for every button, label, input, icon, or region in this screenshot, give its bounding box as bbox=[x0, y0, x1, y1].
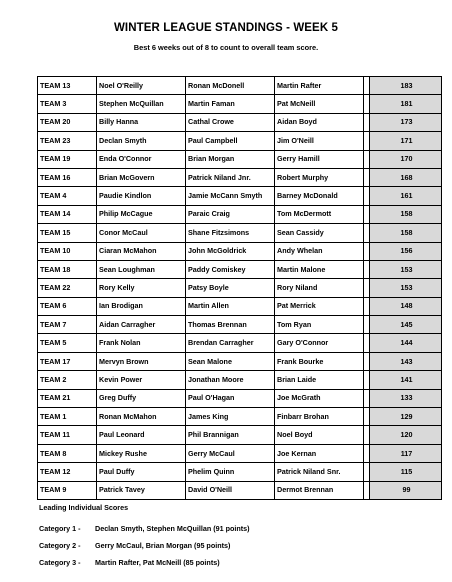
team-cell: TEAM 12 bbox=[38, 463, 97, 481]
category-text: Martin Rafter, Pat McNeill (85 points) bbox=[95, 558, 220, 567]
player-1-cell: Philip McCague bbox=[97, 205, 186, 223]
score-cell: 99 bbox=[370, 481, 442, 499]
player-2-cell: Phelim Quinn bbox=[186, 463, 275, 481]
player-2-cell: David O'Neill bbox=[186, 481, 275, 499]
score-cell: 129 bbox=[370, 408, 442, 426]
player-3-cell: Andy Whelan bbox=[275, 242, 364, 260]
score-cell: 120 bbox=[370, 426, 442, 444]
team-cell: TEAM 15 bbox=[38, 224, 97, 242]
player-1-cell: Rory Kelly bbox=[97, 279, 186, 297]
page-subtitle: Best 6 weeks out of 8 to count to overall team score. bbox=[133, 43, 319, 52]
table-row bbox=[38, 481, 442, 499]
team-cell: TEAM 14 bbox=[38, 205, 97, 223]
team-cell: TEAM 17 bbox=[38, 352, 97, 370]
player-1-cell: Aidan Carragher bbox=[97, 316, 186, 334]
player-2-cell: James King bbox=[186, 408, 275, 426]
player-1-cell: Mickey Rushe bbox=[97, 444, 186, 462]
player-1-cell: Conor McCaul bbox=[97, 224, 186, 242]
score-cell: 115 bbox=[370, 463, 442, 481]
player-1-cell: Ciaran McMahon bbox=[97, 242, 186, 260]
player-3-cell: Patrick Niland Snr. bbox=[275, 463, 364, 481]
player-3-cell: Pat McNeill bbox=[275, 95, 364, 113]
team-cell: TEAM 5 bbox=[38, 334, 97, 352]
player-2-cell: Paul O'Hagan bbox=[186, 389, 275, 407]
player-2-cell: Paraic Craig bbox=[186, 205, 275, 223]
player-2-cell: Phil Brannigan bbox=[186, 426, 275, 444]
team-cell: TEAM 19 bbox=[38, 150, 97, 168]
player-1-cell: Frank Nolan bbox=[97, 334, 186, 352]
team-cell: TEAM 3 bbox=[38, 95, 97, 113]
table-row bbox=[38, 408, 442, 426]
table-row bbox=[38, 426, 442, 444]
score-cell: 181 bbox=[370, 95, 442, 113]
player-2-cell: Brian Morgan bbox=[186, 150, 275, 168]
player-3-cell: Gerry Hamill bbox=[275, 150, 364, 168]
player-2-cell: Martin Allen bbox=[186, 297, 275, 315]
category-2-row bbox=[39, 541, 230, 550]
score-cell: 158 bbox=[370, 224, 442, 242]
player-2-cell: Ronan McDonell bbox=[186, 77, 275, 95]
player-2-cell: Shane Fitzsimons bbox=[186, 224, 275, 242]
player-3-cell: Gary O'Connor bbox=[275, 334, 364, 352]
score-cell: 153 bbox=[370, 260, 442, 278]
player-3-cell: Finbarr Brohan bbox=[275, 408, 364, 426]
score-cell: 158 bbox=[370, 205, 442, 223]
player-3-cell: Barney McDonald bbox=[275, 187, 364, 205]
player-1-cell: Mervyn Brown bbox=[97, 352, 186, 370]
player-1-cell: Enda O'Connor bbox=[97, 150, 186, 168]
score-cell: 148 bbox=[370, 297, 442, 315]
player-1-cell: Billy Hanna bbox=[97, 113, 186, 131]
score-cell: 141 bbox=[370, 371, 442, 389]
team-cell: TEAM 4 bbox=[38, 187, 97, 205]
player-2-cell: Jamie McCann Smyth bbox=[186, 187, 275, 205]
score-cell: 161 bbox=[370, 187, 442, 205]
player-1-cell: Ronan McMahon bbox=[97, 408, 186, 426]
score-cell: 170 bbox=[370, 150, 442, 168]
player-2-cell: Patsy Boyle bbox=[186, 279, 275, 297]
player-3-cell: Pat Merrick bbox=[275, 297, 364, 315]
category-3-row bbox=[39, 558, 220, 567]
score-cell: 183 bbox=[370, 77, 442, 95]
player-3-cell: Brian Laide bbox=[275, 371, 364, 389]
team-cell: TEAM 10 bbox=[38, 242, 97, 260]
player-1-cell: Declan Smyth bbox=[97, 132, 186, 150]
team-cell: TEAM 20 bbox=[38, 113, 97, 131]
team-cell: TEAM 9 bbox=[38, 481, 97, 499]
team-cell: TEAM 18 bbox=[38, 260, 97, 278]
team-cell: TEAM 1 bbox=[38, 408, 97, 426]
table-row bbox=[38, 150, 442, 168]
player-1-cell: Patrick Tavey bbox=[97, 481, 186, 499]
score-cell: 171 bbox=[370, 132, 442, 150]
player-3-cell: Noel Boyd bbox=[275, 426, 364, 444]
score-cell: 153 bbox=[370, 279, 442, 297]
player-2-cell: Brendan Carragher bbox=[186, 334, 275, 352]
table-row bbox=[38, 168, 442, 186]
table-row bbox=[38, 205, 442, 223]
table-row bbox=[38, 132, 442, 150]
table-row bbox=[38, 352, 442, 370]
player-3-cell: Aidan Boyd bbox=[275, 113, 364, 131]
player-3-cell: Tom McDermott bbox=[275, 205, 364, 223]
table-row bbox=[38, 444, 442, 462]
player-1-cell: Noel O'Reilly bbox=[97, 77, 186, 95]
player-2-cell: Patrick Niland Jnr. bbox=[186, 168, 275, 186]
score-cell: 168 bbox=[370, 168, 442, 186]
player-2-cell: Paul Campbell bbox=[186, 132, 275, 150]
table-row bbox=[38, 113, 442, 131]
player-2-cell: Cathal Crowe bbox=[186, 113, 275, 131]
team-cell: TEAM 7 bbox=[38, 316, 97, 334]
player-1-cell: Paul Duffy bbox=[97, 463, 186, 481]
player-3-cell: Joe Kernan bbox=[275, 444, 364, 462]
player-2-cell: John McGoldrick bbox=[186, 242, 275, 260]
team-cell: TEAM 2 bbox=[38, 371, 97, 389]
player-1-cell: Greg Duffy bbox=[97, 389, 186, 407]
standings-table bbox=[37, 76, 442, 500]
player-3-cell: Sean Cassidy bbox=[275, 224, 364, 242]
category-label: Category 2 - bbox=[39, 541, 81, 550]
player-2-cell: Jonathan Moore bbox=[186, 371, 275, 389]
table-row bbox=[38, 371, 442, 389]
player-3-cell: Jim O'Neill bbox=[275, 132, 364, 150]
player-3-cell: Robert Murphy bbox=[275, 168, 364, 186]
player-3-cell: Tom Ryan bbox=[275, 316, 364, 334]
category-label: Category 3 - bbox=[39, 558, 81, 567]
player-3-cell: Rory Niland bbox=[275, 279, 364, 297]
page-title: WINTER LEAGUE STANDINGS - WEEK 5 bbox=[113, 22, 339, 34]
table-row bbox=[38, 187, 442, 205]
player-1-cell: Paudie Kindlon bbox=[97, 187, 186, 205]
score-cell: 145 bbox=[370, 316, 442, 334]
player-2-cell: Paddy Comiskey bbox=[186, 260, 275, 278]
category-text: Gerry McCaul, Brian Morgan (95 points) bbox=[95, 541, 231, 550]
category-text: Declan Smyth, Stephen McQuillan (91 points) bbox=[95, 524, 250, 533]
score-cell: 117 bbox=[370, 444, 442, 462]
table-row bbox=[38, 77, 442, 95]
player-1-cell: Paul Leonard bbox=[97, 426, 186, 444]
table-row bbox=[38, 316, 442, 334]
leading-scores-heading: Leading Individual Scores bbox=[39, 503, 129, 512]
player-2-cell: Gerry McCaul bbox=[186, 444, 275, 462]
team-cell: TEAM 21 bbox=[38, 389, 97, 407]
team-cell: TEAM 8 bbox=[38, 444, 97, 462]
player-1-cell: Brian McGovern bbox=[97, 168, 186, 186]
table-row bbox=[38, 260, 442, 278]
player-3-cell: Joe McGrath bbox=[275, 389, 364, 407]
player-2-cell: Sean Malone bbox=[186, 352, 275, 370]
player-3-cell: Frank Bourke bbox=[275, 352, 364, 370]
score-cell: 133 bbox=[370, 389, 442, 407]
score-cell: 156 bbox=[370, 242, 442, 260]
table-row bbox=[38, 297, 442, 315]
table-row bbox=[38, 334, 442, 352]
table-row bbox=[38, 242, 442, 260]
player-1-cell: Sean Loughman bbox=[97, 260, 186, 278]
table-row bbox=[38, 279, 442, 297]
player-3-cell: Dermot Brennan bbox=[275, 481, 364, 499]
score-cell: 143 bbox=[370, 352, 442, 370]
player-3-cell: Martin Malone bbox=[275, 260, 364, 278]
player-1-cell: Stephen McQuillan bbox=[97, 95, 186, 113]
table-row bbox=[38, 95, 442, 113]
table-row bbox=[38, 389, 442, 407]
player-2-cell: Martin Faman bbox=[186, 95, 275, 113]
table-row bbox=[38, 224, 442, 242]
player-2-cell: Thomas Brennan bbox=[186, 316, 275, 334]
category-1-row bbox=[39, 524, 250, 533]
category-label: Category 1 - bbox=[39, 524, 81, 533]
team-cell: TEAM 6 bbox=[38, 297, 97, 315]
player-1-cell: Ian Brodigan bbox=[97, 297, 186, 315]
table-row bbox=[38, 463, 442, 481]
team-cell: TEAM 22 bbox=[38, 279, 97, 297]
player-3-cell: Martin Rafter bbox=[275, 77, 364, 95]
team-cell: TEAM 13 bbox=[38, 77, 97, 95]
player-1-cell: Kevin Power bbox=[97, 371, 186, 389]
team-cell: TEAM 16 bbox=[38, 168, 97, 186]
team-cell: TEAM 11 bbox=[38, 426, 97, 444]
score-cell: 144 bbox=[370, 334, 442, 352]
team-cell: TEAM 23 bbox=[38, 132, 97, 150]
score-cell: 173 bbox=[370, 113, 442, 131]
